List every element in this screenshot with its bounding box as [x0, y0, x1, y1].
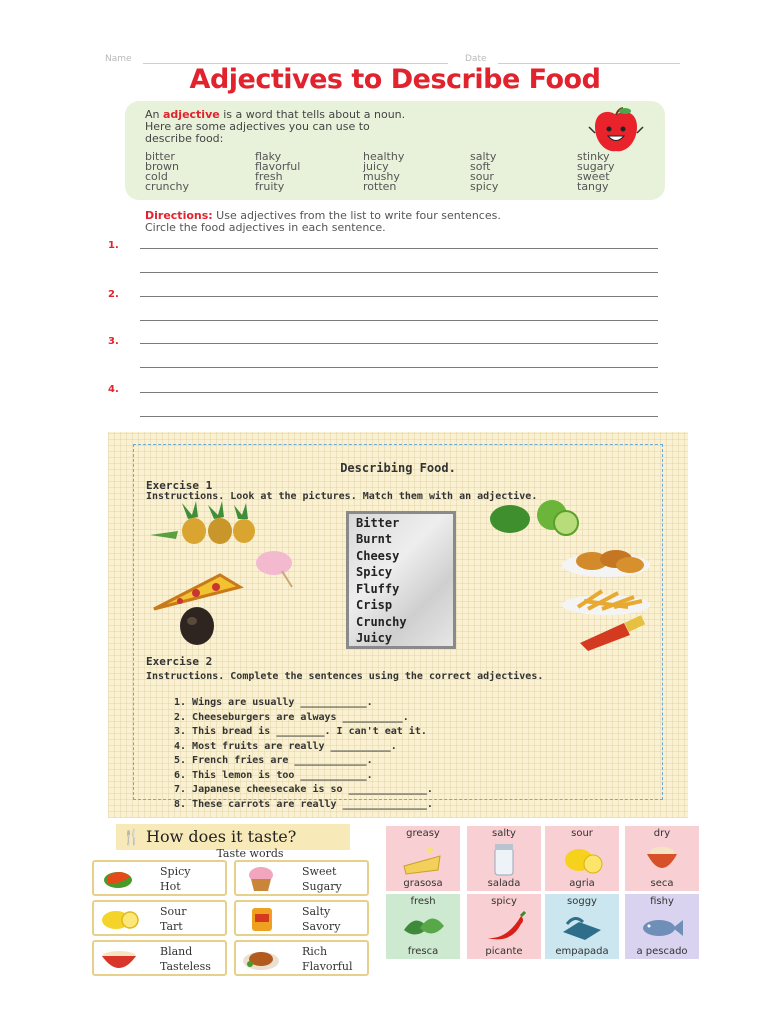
sentence-number: 2. [108, 289, 119, 300]
adjective-word: mushy [363, 170, 400, 183]
adjective-keyword: adjective [163, 108, 220, 121]
roast-icon [240, 946, 282, 972]
flashcard-english: fresh [410, 896, 436, 907]
bowl-icon [98, 946, 140, 972]
flashcard-greasy [386, 826, 460, 891]
adjective-word: sugary [577, 160, 615, 173]
taste-heading: How does it taste? [146, 827, 297, 846]
flashcard-english: dry [653, 828, 671, 839]
french-fries-icon [558, 583, 654, 617]
flashcard-english: salty [492, 828, 516, 839]
fill-in-sentence[interactable]: 2. Cheeseburgers are always __________. [174, 712, 409, 723]
exercise-1-heading: Exercise 1 [146, 479, 213, 492]
taste-card: Salty Savory [234, 900, 369, 936]
adjective-word: rotten [363, 180, 397, 193]
adjective-word: tangy [577, 180, 609, 193]
adjective-word: bitter [145, 150, 175, 163]
fill-in-sentence[interactable]: 6. This lemon is too ___________. [174, 770, 373, 781]
flashcard-english: fishy [650, 896, 674, 907]
flashcard-spanish: empapada [555, 946, 609, 957]
flashcard-english: spicy [491, 896, 517, 907]
sentence-number: 1. [108, 240, 119, 251]
taste-card: Rich Flavorful [234, 940, 369, 976]
fill-in-sentence[interactable]: 7. Japanese cheesecake is so _____________. [174, 784, 433, 795]
flashcard-english: greasy [406, 828, 440, 839]
fill-in-sentence[interactable]: 5. French fries are ____________. [174, 755, 373, 766]
match-word[interactable]: Burnt [356, 532, 393, 546]
directions: Directions: Use adjectives from the list to write four sentences. Circle the food adjectives in each sentence. [145, 209, 501, 234]
flashcard-fishy [625, 894, 699, 959]
leaves-icon [400, 910, 446, 944]
flashcard-sour [545, 826, 619, 891]
chips-icon [240, 906, 282, 932]
flashcard-fresh [386, 894, 460, 959]
taste-card: Spicy Hot [92, 860, 227, 896]
flashcard-dry [625, 826, 699, 891]
fill-in-sentence[interactable]: 4. Most fruits are really __________. [174, 741, 397, 752]
cupcake-icon [240, 866, 282, 892]
definition-text: An adjective is a word that tells about a noun. Here are some adjectives you can use to describe food: [145, 108, 406, 145]
limes-icon [486, 497, 584, 537]
fill-in-sentence[interactable]: 8. These carrots are really ______________. [174, 799, 433, 810]
adjective-word: fresh [255, 170, 283, 183]
match-word[interactable]: Crisp [356, 598, 393, 612]
flashcard-spanish: grasosa [403, 878, 443, 889]
writing-line[interactable] [140, 248, 658, 249]
salt-shaker-icon [481, 842, 527, 876]
name-label: Name [105, 54, 132, 64]
match-word[interactable]: Crunchy [356, 615, 407, 629]
date-label: Date [465, 54, 487, 64]
lemon-icon [559, 842, 605, 876]
exercise-1-instructions: Instructions. Look at the pictures. Match them with an adjective. [146, 491, 538, 502]
flashcard-spanish: salada [487, 878, 521, 889]
match-word[interactable]: Fluffy [356, 582, 400, 596]
adjective-word-column [346, 511, 456, 649]
writing-line[interactable] [140, 367, 658, 368]
sentence-number: 4. [108, 384, 119, 395]
writing-line[interactable] [140, 416, 658, 417]
fish-icon [639, 910, 685, 944]
taste-card: Sour Tart [92, 900, 227, 936]
match-word[interactable]: Bitter [356, 516, 400, 530]
fork-knife-icon: 🍴 [122, 828, 141, 846]
soggy-sandwich-icon [559, 910, 605, 944]
adjective-word: cold [145, 170, 168, 183]
exercise-2-instructions: Instructions. Complete the sentences using the correct adjectives. [146, 671, 544, 682]
flashcard-spanish: agria [569, 878, 595, 889]
adjective-word: flavorful [255, 160, 301, 173]
flashcard-spanish: a pescado [636, 946, 688, 957]
taste-subheading: Taste words [216, 847, 284, 860]
sentence-number: 3. [108, 336, 119, 347]
fill-in-sentence[interactable]: 3. This bread is ________. I can't eat it. [174, 726, 427, 737]
flashcard-english: soggy [567, 896, 597, 907]
flashcard-english: sour [571, 828, 593, 839]
flashcard-soggy [545, 894, 619, 959]
flashcard-spanish: picante [485, 946, 523, 957]
exercise-border [133, 444, 663, 810]
adjective-word: spicy [470, 180, 499, 193]
writing-line[interactable] [140, 296, 658, 297]
match-word[interactable]: Cheesy [356, 549, 400, 563]
adjective-word: healthy [363, 150, 405, 163]
adjective-info-box [125, 101, 665, 200]
writing-line[interactable] [140, 320, 658, 321]
greasy-food-icon [400, 842, 446, 876]
adjective-word: crunchy [145, 180, 190, 193]
adjective-word: fruity [255, 180, 285, 193]
flashcard-spicy [467, 894, 541, 959]
taste-card: Bland Tasteless [92, 940, 227, 976]
match-word[interactable]: Spicy [356, 565, 393, 579]
adjective-word: stinky [577, 150, 610, 163]
taste-card: Sweet Sugary [234, 860, 369, 896]
flashcard-salty [467, 826, 541, 891]
cotton-candy-icon [252, 549, 300, 589]
writing-line[interactable] [140, 343, 658, 344]
exercise-title: Describing Food. [340, 461, 456, 475]
adjective-word: brown [145, 160, 179, 173]
pineapples-icon [148, 501, 258, 545]
adjective-word: flaky [255, 150, 282, 163]
burnt-potato-icon [176, 603, 218, 647]
lemon-icon [98, 906, 140, 932]
adjective-word: sour [470, 170, 494, 183]
flashcard-spanish: fresca [407, 946, 439, 957]
fried-chicken-icon [558, 543, 654, 579]
writing-line[interactable] [140, 392, 658, 393]
describing-food-exercise [108, 432, 688, 818]
page-title: Adjectives to Describe Food [189, 64, 601, 95]
exercise-2-heading: Exercise 2 [146, 655, 213, 668]
chili-icon [481, 910, 527, 944]
dry-bowl-icon [639, 842, 685, 876]
match-word[interactable]: Juicy [356, 631, 393, 645]
flashcard-spanish: seca [650, 878, 674, 889]
adjective-word: juicy [363, 160, 389, 173]
fill-in-sentence[interactable]: 1. Wings are usually ___________. [174, 697, 373, 708]
adjective-word: salty [470, 150, 497, 163]
chili-icon [98, 866, 140, 892]
hot-sauce-icon [576, 613, 652, 653]
writing-line[interactable] [140, 272, 658, 273]
adjective-word: soft [470, 160, 491, 173]
adjective-word: sweet [577, 170, 610, 183]
